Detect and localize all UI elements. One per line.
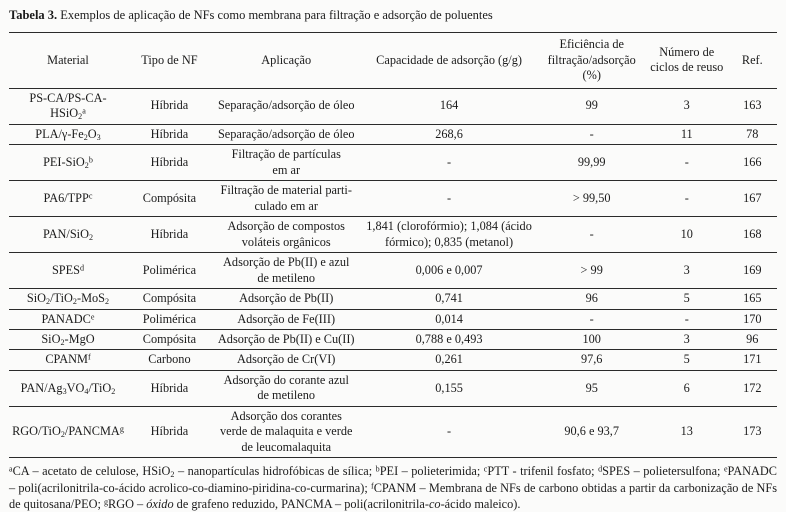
cell-capacidade: 0,741 — [361, 289, 538, 309]
cell-eficiencia: 99 — [538, 88, 646, 124]
cell-ref: 171 — [728, 350, 777, 370]
cell-ref: 169 — [728, 253, 777, 289]
cell-ref: 78 — [728, 124, 777, 144]
cell-eficiencia: 90,6 e 93,7 — [538, 406, 646, 457]
cell-aplicacao: Adsorção de Cr(VI) — [212, 350, 361, 370]
cell-ref: 172 — [728, 370, 777, 406]
column-header-ciclos: Número de ciclos de reuso — [646, 33, 728, 88]
table-row — [9, 145, 777, 181]
cell-tipo: Carbono — [127, 350, 212, 370]
table-row — [9, 330, 777, 350]
cell-tipo: Híbrida — [127, 217, 212, 253]
table-header-row — [9, 33, 777, 88]
cell-eficiencia: 96 — [538, 289, 646, 309]
table-caption — [9, 7, 777, 23]
cell-capacidade: 164 — [361, 88, 538, 124]
cell-material: PA6/TPP$^c$ — [9, 181, 127, 217]
cell-ref: 96 — [728, 330, 777, 350]
cell-capacidade: - — [361, 181, 538, 217]
cell-aplicacao: Adsorção de Pb(II) — [212, 289, 361, 309]
cell-aplicacao: Separação/adsorção de óleo — [212, 88, 361, 124]
cell-eficiencia: > 99,50 — [538, 181, 646, 217]
cell-tipo: Híbrida — [127, 145, 212, 181]
cell-capacidade: - — [361, 406, 538, 457]
cell-tipo: Compósita — [127, 181, 212, 217]
table-caption-text: Exemplos de aplicação de NFs como membrana para filtração e adsorção de poluentes — [57, 8, 493, 22]
cell-ciclos: 5 — [646, 350, 728, 370]
cell-ciclos: 5 — [646, 289, 728, 309]
cell-ciclos: - — [646, 145, 728, 181]
table-row — [9, 370, 777, 406]
cell-eficiencia: 95 — [538, 370, 646, 406]
cell-tipo: Híbrida — [127, 406, 212, 457]
cell-aplicacao: Adsorção de Pb(II) e azul de metileno — [212, 253, 361, 289]
cell-capacidade: 0,788 e 0,493 — [361, 330, 538, 350]
cell-capacidade: 1,841 (clorofórmio); 1,084 (ácido fórmico); 0,835 (metanol) — [361, 217, 538, 253]
cell-ciclos: 3 — [646, 330, 728, 350]
table-row — [9, 253, 777, 289]
cell-tipo: Compósita — [127, 330, 212, 350]
cell-eficiencia: 97,6 — [538, 350, 646, 370]
cell-eficiencia: 100 — [538, 330, 646, 350]
cell-capacidade: 268,6 — [361, 124, 538, 144]
cell-material: PLA/$\gamma-Fe_2O_3$ — [9, 124, 127, 144]
cell-eficiencia: 99,99 — [538, 145, 646, 181]
cell-ciclos: 10 — [646, 217, 728, 253]
column-header-capacidade: Capacidade de adsorção (g/g) — [361, 33, 538, 88]
cell-capacidade: - — [361, 145, 538, 181]
cell-ref: 170 — [728, 309, 777, 329]
cell-ref: 163 — [728, 88, 777, 124]
cell-eficiencia: - — [538, 124, 646, 144]
cell-eficiencia: > 99 — [538, 253, 646, 289]
cell-material: PAN/$Ag_3VO_4/TiO_2$ — [9, 370, 127, 406]
column-header-eficiencia: Eficiência de filtração/adsorção (%) — [538, 33, 646, 88]
cell-ref: 173 — [728, 406, 777, 457]
cell-ciclos: 11 — [646, 124, 728, 144]
table-row — [9, 289, 777, 309]
cell-capacidade: 0,261 — [361, 350, 538, 370]
cell-material: CPANM$^f$ — [9, 350, 127, 370]
cell-tipo: Compósita — [127, 289, 212, 309]
table-row — [9, 124, 777, 144]
column-header-tipo: Tipo de NF — [127, 33, 212, 88]
cell-ciclos: 3 — [646, 253, 728, 289]
table-footnote: $^a$CA – acetato de celulose, HSiO$_2$ – nanopartículas hidrofóbicas de sílica; $^b$PEI – polieterimida; $^c$PTT - trifenil fosfato; $^d$SPES – polietersulfona; $^e$PANADC – poli(acrilonitrila-co-ácido acrolico-co-diamino-piridina-co-curmarina); $^f$CPANM – Membrana de NFs de carbono obtidas a partir da carbonização de NFs de quitosana/PEO; $^g$RGO – óxido de grafeno reduzido, PANCMA – poli(acrilonitrila-co-ácido maleico). — [9, 464, 777, 512]
cell-material: SiO$_2$/TiO$_2$-MoS$_2$ — [9, 289, 127, 309]
nf-applications-table — [9, 32, 777, 458]
cell-ciclos: - — [646, 309, 728, 329]
cell-aplicacao: Adsorção do corante azul de metileno — [212, 370, 361, 406]
table-header — [9, 33, 777, 88]
cell-aplicacao: Adsorção de compostos voláteis orgânicos — [212, 217, 361, 253]
cell-capacidade: 0,006 e 0,007 — [361, 253, 538, 289]
cell-tipo: Polimérica — [127, 253, 212, 289]
cell-material: SPES$^d$ — [9, 253, 127, 289]
cell-ciclos: 3 — [646, 88, 728, 124]
cell-eficiencia: - — [538, 309, 646, 329]
cell-aplicacao: Separação/adsorção de óleo — [212, 124, 361, 144]
cell-material: PS-CA/PS-CA-HSiO$_2^a$ — [9, 88, 127, 124]
table-row — [9, 406, 777, 457]
cell-tipo: Híbrida — [127, 124, 212, 144]
cell-eficiencia: - — [538, 217, 646, 253]
cell-aplicacao: Filtração de material parti- culado em ar — [212, 181, 361, 217]
cell-tipo: Híbrida — [127, 88, 212, 124]
table-row — [9, 350, 777, 370]
table-body — [9, 88, 777, 458]
column-header-ref: Ref. — [728, 33, 777, 88]
cell-aplicacao: Filtração de partículas em ar — [212, 145, 361, 181]
table-row — [9, 181, 777, 217]
cell-capacidade: 0,014 — [361, 309, 538, 329]
cell-ref: 166 — [728, 145, 777, 181]
cell-aplicacao: Adsorção de Fe(III) — [212, 309, 361, 329]
cell-aplicacao: Adsorção dos corantes verde de malaquita e verde de leucomalaquita — [212, 406, 361, 457]
cell-capacidade: 0,155 — [361, 370, 538, 406]
cell-material: PANADC$^e$ — [9, 309, 127, 329]
cell-ref: 167 — [728, 181, 777, 217]
cell-tipo: Híbrida — [127, 370, 212, 406]
cell-aplicacao: Adsorção de Pb(II) e Cu(II) — [212, 330, 361, 350]
table-caption-number: Tabela 3. — [9, 8, 58, 22]
column-header-material: Material — [9, 33, 127, 88]
cell-ciclos: - — [646, 181, 728, 217]
table-row — [9, 217, 777, 253]
cell-material: PEI-SiO$_2^b$ — [9, 145, 127, 181]
cell-ref: 168 — [728, 217, 777, 253]
column-header-aplicacao: Aplicação — [212, 33, 361, 88]
cell-material: PAN/SiO$_2$ — [9, 217, 127, 253]
cell-ciclos: 13 — [646, 406, 728, 457]
table-row — [9, 309, 777, 329]
cell-tipo: Polimérica — [127, 309, 212, 329]
cell-ref: 165 — [728, 289, 777, 309]
cell-ciclos: 6 — [646, 370, 728, 406]
cell-material: SiO$_2$-MgO — [9, 330, 127, 350]
table-row — [9, 88, 777, 124]
cell-material: RGO/$TiO_2/PANCMA^g$ — [9, 406, 127, 457]
